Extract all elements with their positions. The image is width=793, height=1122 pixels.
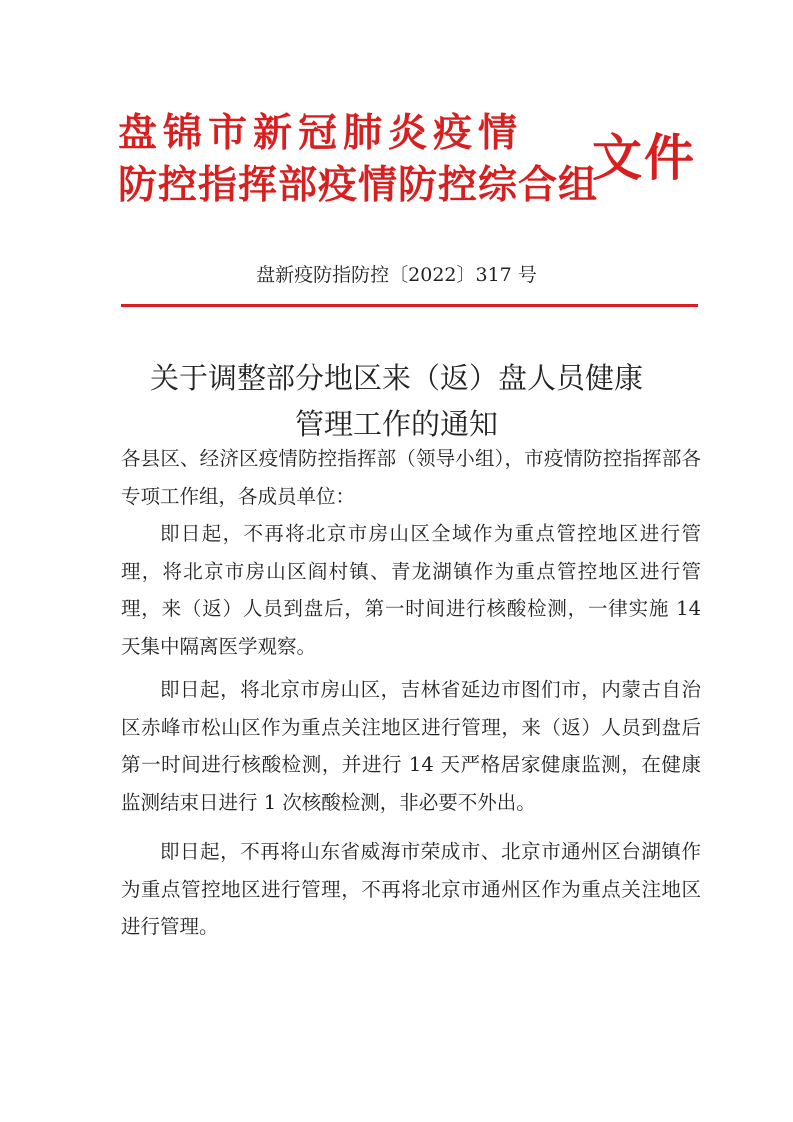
document-number: 盘新疫防指防控〔2022〕317 号 [256,264,537,286]
org-name-line-1: 盘锦市新冠肺炎疫情 [118,111,524,156]
notice-title-line-2: 管理工作的通知 [294,407,498,441]
document-body [121,440,701,946]
document-header [118,108,696,218]
paragraph-2: 即日起，将北京市房山区，吉林省延边市图们市，内蒙古自治区赤峰市松山区作为重点关注地区进行管理，来（返）人员到盘后第一时间进行核酸检测，并进行 14 天严格居家健康监测，在健康监测结束日进行 1 次核酸检测，非必要不外出。 [121,678,701,814]
salutation: 各县区、经济区疫情防控指挥部（领导小组），市疫情防控指挥部各专项工作组，各成员单位： [121,447,701,508]
notice-title [60,355,733,447]
notice-title-line-1: 关于调整部分地区来（返）盘人员健康 [149,361,643,395]
issuing-organization [118,108,599,212]
paragraph-3: 即日起，不再将山东省威海市荣成市、北京市通州区台湖镇作为重点管控地区进行管理，不再将北京市通州区作为重点关注地区进行管理。 [121,840,701,938]
org-name-line-2: 防控指挥部疫情防控综合组 [118,163,599,208]
red-divider-line [121,304,698,307]
document-label: 文件 [592,129,696,187]
paragraph-1: 即日起，不再将北京市房山区全域作为重点管控地区进行管理，将北京市房山区阎村镇、青龙湖镇作为重点管控地区进行管理，来（返）人员到盘后，第一时间进行核酸检测，一律实施 14 天集中隔离医学观察。 [121,522,701,658]
